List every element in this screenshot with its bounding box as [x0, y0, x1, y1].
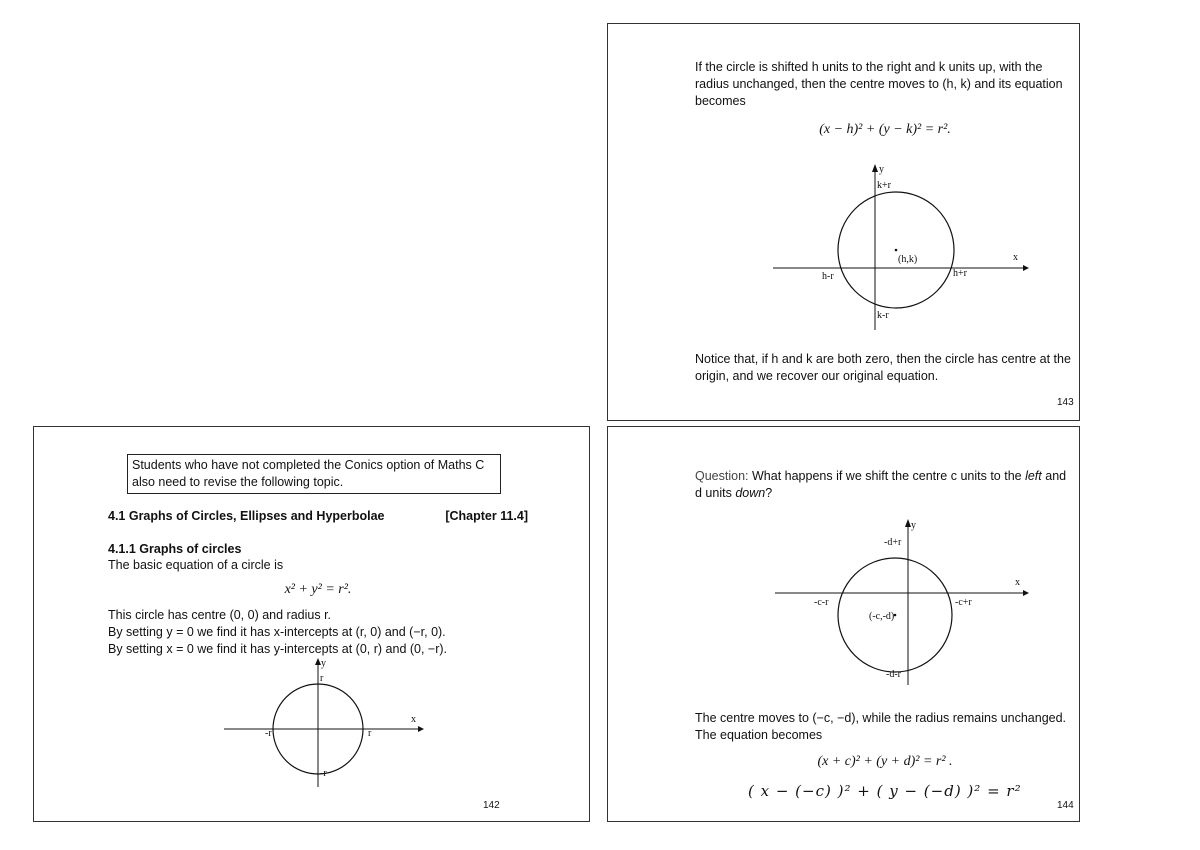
- section-title: [108, 509, 528, 523]
- slide-143-graph: [608, 152, 1081, 352]
- x-axis-label: x: [411, 714, 416, 725]
- label-top-r: r: [320, 673, 324, 684]
- label-centre: (-c,-d): [869, 611, 895, 622]
- x-axis-label: x: [1013, 252, 1018, 263]
- slide-144-equation: (x + c)² + (y + d)² = r² .: [817, 754, 953, 769]
- handwritten-equation: ( x − (−c) )² + ( y − (−d) )² = r²: [748, 782, 1022, 800]
- question-text-c: d units: [695, 486, 736, 500]
- slide-144: [607, 426, 1080, 822]
- slide-142-equation: x² + y² = r².: [284, 582, 352, 597]
- basic-equation-intro: The basic equation of a circle is: [108, 558, 284, 572]
- label-right-r: r: [368, 728, 372, 739]
- question-text-b: and: [1041, 469, 1067, 483]
- x-intercepts-line: By setting y = 0 we find it has x-intercepts at (r, 0) and (−r, 0).: [108, 625, 446, 639]
- label-bottom-r: -r: [320, 768, 327, 779]
- label-k-minus-r: k-r: [877, 310, 889, 321]
- y-axis-arrow: [872, 164, 878, 172]
- y-axis-label: y: [879, 164, 884, 175]
- label-minus-d-plus-r: -d+r: [884, 537, 902, 548]
- result-line-1: The centre moves to (−c, −d), while the radius remains unchanged.: [695, 711, 1067, 725]
- question-line-1: [695, 468, 1080, 485]
- slide-142: [33, 426, 590, 822]
- section-title-text: 4.1 Graphs of Circles, Ellipses and Hyperbolae: [108, 509, 385, 523]
- revision-note-box: Students who have not completed the Conics option of Maths C also need to revise the following topic.: [127, 454, 501, 494]
- slide-143: [607, 23, 1080, 421]
- x-axis-arrow: [1023, 265, 1029, 271]
- subsection-title: 4.1.1 Graphs of circles: [108, 542, 242, 556]
- result-line-2: The equation becomes: [695, 728, 823, 742]
- label-k-plus-r: k+r: [877, 180, 891, 191]
- y-intercepts-line: By setting x = 0 we find it has y-intercepts at (0, r) and (0, −r).: [108, 642, 448, 656]
- slide-144-page-number: 144: [1057, 800, 1074, 811]
- y-axis-label: y: [911, 520, 916, 531]
- slide-142-page-number: 142: [483, 800, 500, 811]
- slide-143-intro: If the circle is shifted h units to the right and k units up, with the radius unchanged, then the centre moves to (h, k) and its equation becomes: [695, 60, 1063, 108]
- label-h-minus-r: h-r: [822, 271, 834, 282]
- slide-143-notice: Notice that, if h and k are both zero, then the circle has centre at the origin, and we recover our original equation.: [695, 352, 1071, 383]
- slide-142-graph: [34, 655, 591, 795]
- question-line-2: [695, 485, 772, 502]
- question-text-a: What happens if we shift the centre c units to the: [752, 469, 1026, 483]
- label-minus-d-minus-r: -d-r: [886, 669, 901, 680]
- label-h-plus-r: h+r: [953, 268, 967, 279]
- slide-143-equation: (x − h)² + (y − k)² = r².: [819, 122, 951, 137]
- x-axis-arrow: [1023, 590, 1029, 596]
- centre-dot: [895, 249, 898, 252]
- label-minus-c-minus-r: -c-r: [814, 597, 829, 608]
- chapter-ref: [Chapter 11.4]: [445, 509, 528, 523]
- question-left: left: [1025, 469, 1042, 483]
- y-axis-label: y: [321, 658, 326, 669]
- centre-radius-line: This circle has centre (0, 0) and radius r.: [108, 608, 332, 622]
- slide-143-page-number: 143: [1057, 397, 1074, 408]
- label-left-r: -r: [265, 728, 272, 739]
- label-minus-c-plus-r: -c+r: [955, 597, 972, 608]
- question-text-d: ?: [765, 486, 773, 500]
- x-axis-arrow: [418, 726, 424, 732]
- label-centre: (h,k): [898, 254, 918, 265]
- slide-144-graph: [608, 515, 1081, 695]
- question-label: Question:: [695, 469, 749, 483]
- question-down: down: [735, 486, 766, 500]
- x-axis-label: x: [1015, 577, 1020, 588]
